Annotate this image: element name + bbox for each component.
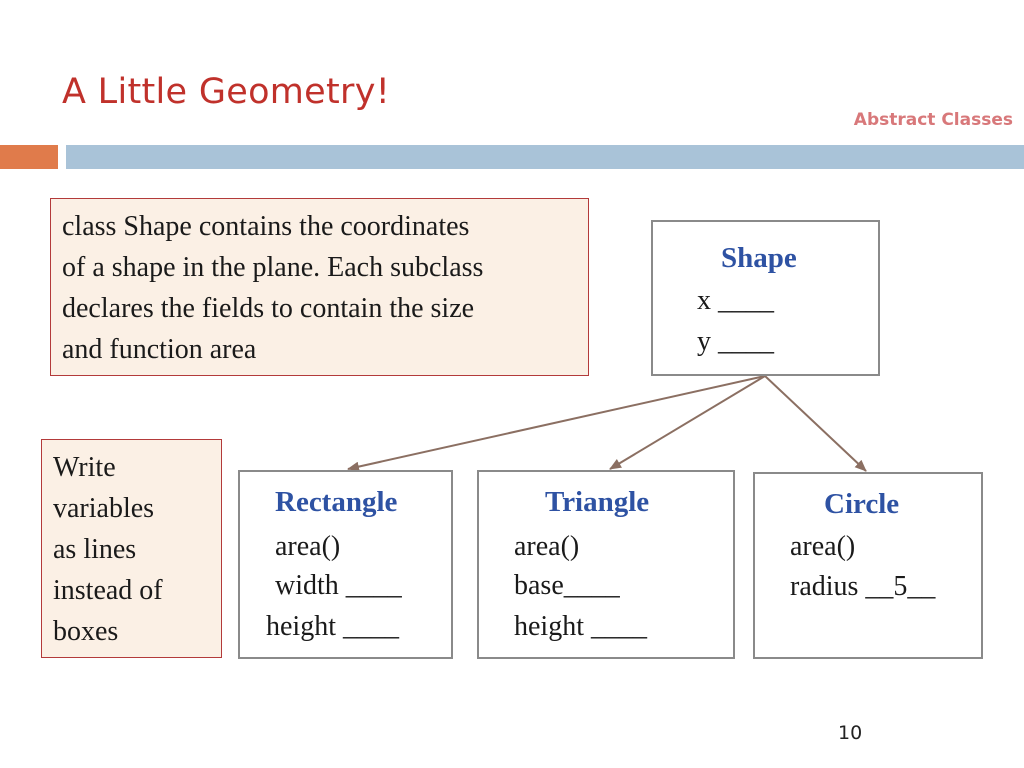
page-number: 10	[838, 722, 863, 744]
field-height: height ____	[266, 611, 399, 642]
note-line: Write	[53, 452, 116, 483]
arrow-to-triangle	[610, 376, 765, 469]
method-area: area()	[790, 531, 856, 562]
field-radius: radius __5__	[790, 571, 936, 602]
circle-class-box	[753, 472, 983, 659]
rectangle-class-box	[238, 470, 453, 659]
method-area: area()	[514, 531, 580, 562]
arrow-to-circle	[765, 376, 866, 471]
field-height: height ____	[514, 611, 647, 642]
note-line: instead of	[53, 575, 163, 606]
note-line: as lines	[53, 534, 137, 565]
field-width: width ____	[275, 570, 402, 601]
description-note	[50, 198, 589, 376]
note-line: declares the fields to contain the size	[62, 293, 475, 324]
field-y: y ____	[697, 326, 774, 357]
note-line: boxes	[53, 616, 119, 647]
arrow-to-rectangle	[348, 376, 765, 469]
class-name-rectangle: Rectangle	[275, 486, 398, 518]
field-base: base____	[514, 570, 620, 601]
shape-class-box	[651, 220, 880, 376]
class-name-circle: Circle	[824, 488, 900, 520]
class-name-shape: Shape	[721, 242, 797, 274]
note-line: variables	[53, 493, 155, 524]
instruction-note	[41, 439, 222, 658]
method-area: area()	[275, 531, 341, 562]
note-line: of a shape in the plane. Each subclass	[62, 252, 484, 283]
triangle-class-box	[477, 470, 735, 659]
note-line: and function area	[62, 334, 257, 365]
note-line: class Shape contains the coordinates	[62, 211, 470, 242]
class-name-triangle: Triangle	[545, 486, 650, 518]
field-x: x ____	[697, 285, 774, 316]
slide-title: A Little Geometry!	[62, 72, 391, 112]
section-label: Abstract Classes	[853, 110, 1013, 130]
